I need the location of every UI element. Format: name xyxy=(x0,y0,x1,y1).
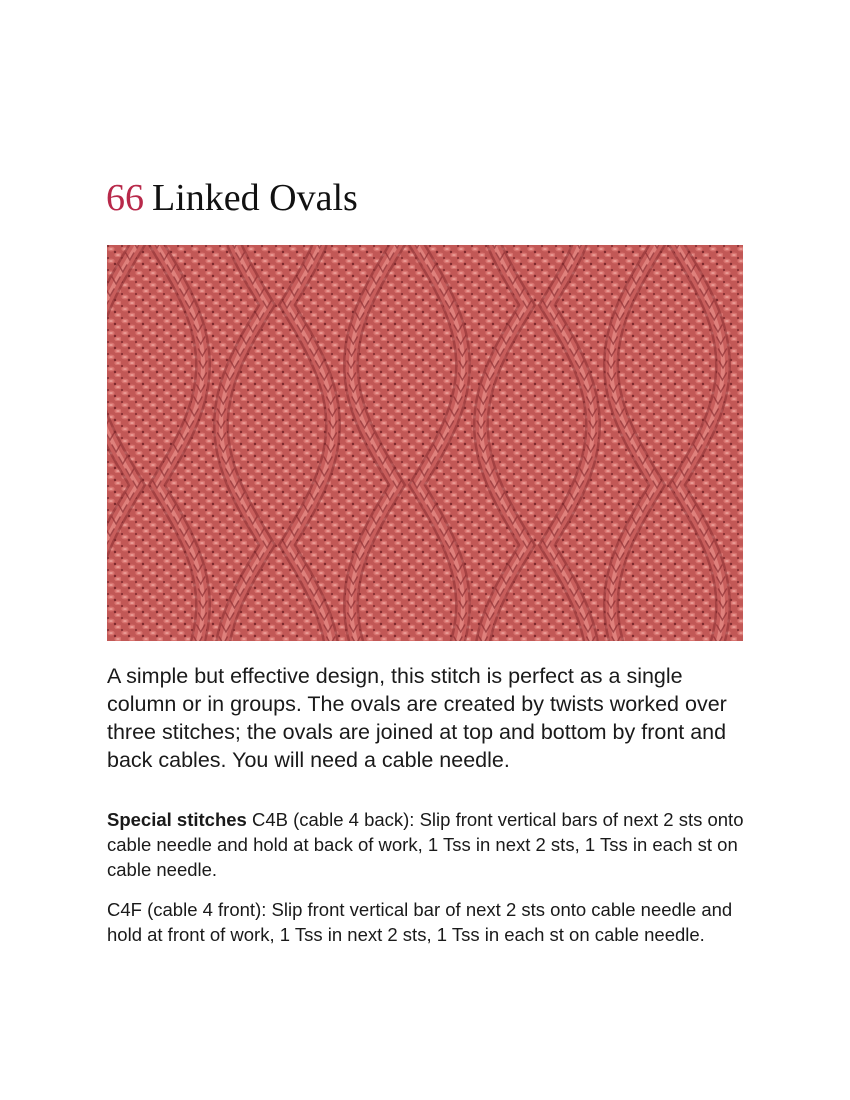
pattern-name: Linked Ovals xyxy=(152,177,358,219)
special-stitches-heading: Special stitches xyxy=(107,809,247,830)
stitch-swatch-photo xyxy=(107,245,743,641)
special-stitches-c4b xyxy=(107,807,747,882)
c4f-definition: C4F (cable 4 front): Slip front vertical bar of next 2 sts onto cable needle and hold at front of work, 1 Tss in next 2 sts, 1 Tss in each st on cable needle. xyxy=(107,899,733,945)
pattern-number: 66 xyxy=(106,177,144,219)
intro-paragraph: A simple but effective design, this stitch is perfect as a single column or in groups. The ovals are created by twists worked over three stitches; the ovals are joined at top and bottom by front and back cables. You will need a cable needle. xyxy=(107,664,727,772)
c4b-definition: C4B (cable 4 back): Slip front vertical bars of next 2 sts onto cable needle and hold at back of work, 1 Tss in next 2 sts, 1 Tss in each st on cable needle. xyxy=(107,809,744,880)
pattern-title xyxy=(106,174,358,222)
